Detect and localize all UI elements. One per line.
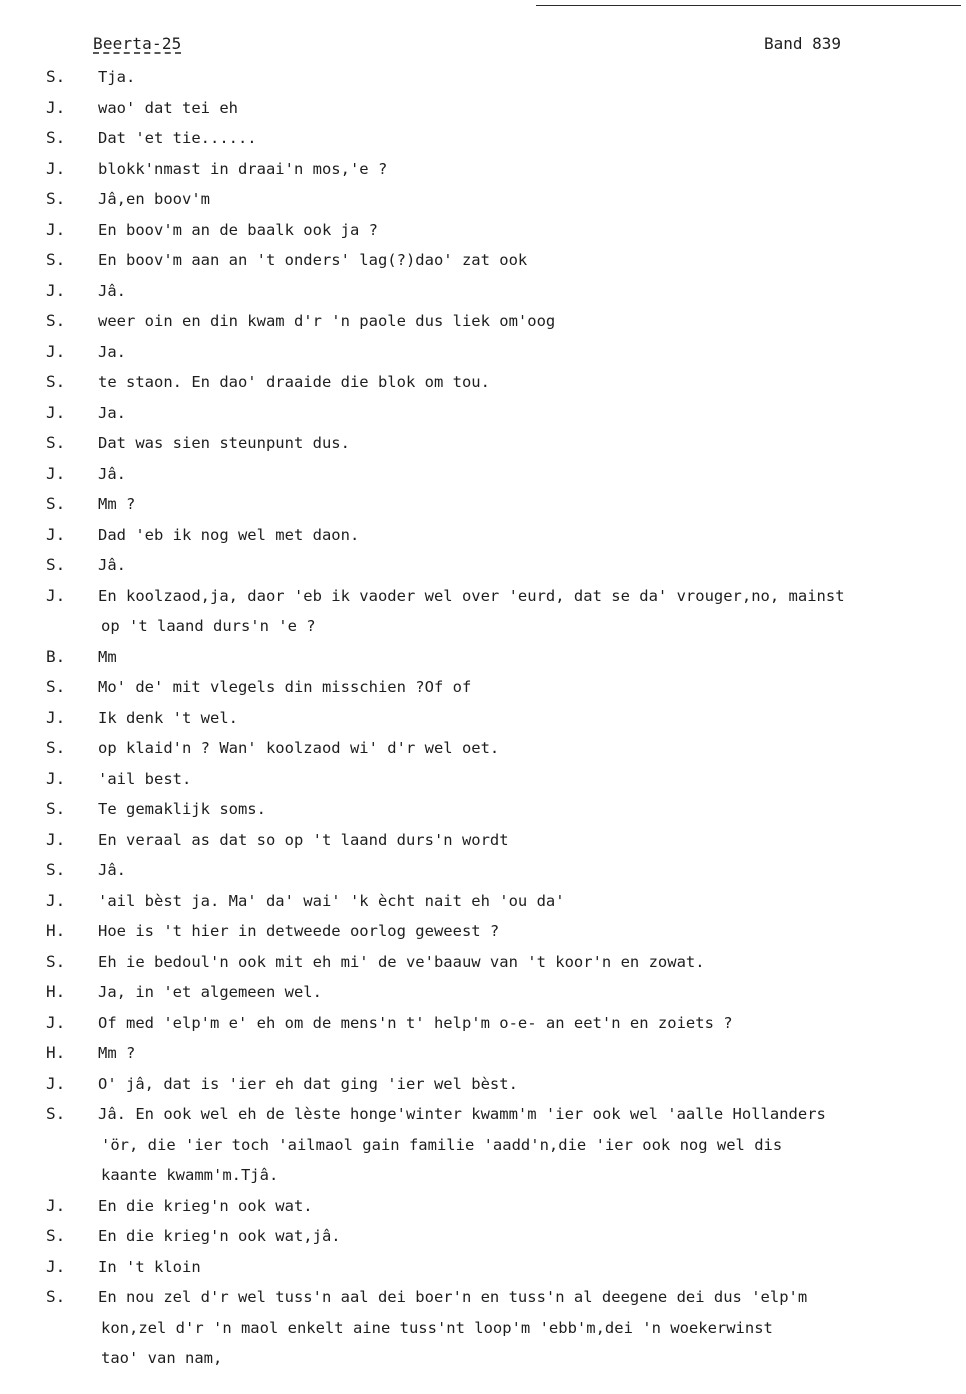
transcript-line bbox=[0, 247, 966, 278]
utterance-text: 'ör, die 'ier toch 'ailmaol gain familie 'aadd'n,die 'ier ook nog wel dis bbox=[101, 1135, 783, 1154]
utterance-text: op klaid'n ? Wan' koolzaod wi' d'r wel oet. bbox=[98, 739, 500, 757]
transcript-line bbox=[0, 1193, 966, 1224]
transcript-line bbox=[0, 1101, 966, 1132]
transcript-line bbox=[0, 1223, 966, 1254]
utterance-text: O' jâ, dat is 'ier eh dat ging 'ier wel bèst. bbox=[98, 1074, 518, 1093]
utterance-text: Mm ? bbox=[98, 1044, 136, 1062]
utterance-text: Mo' de' mit vlegels din misschien ?Of of bbox=[98, 678, 472, 696]
speaker-label: S. bbox=[46, 189, 66, 208]
transcript-line bbox=[0, 369, 966, 400]
transcript-line bbox=[0, 583, 966, 614]
utterance-text: Mm ? bbox=[98, 495, 136, 513]
utterance-text: Jâ. bbox=[98, 556, 126, 574]
utterance-text: Of med 'elp'm e' eh om de mens'n t' help'm o-e- an eet'n en zoiets ? bbox=[98, 1013, 733, 1032]
transcript-line bbox=[0, 796, 966, 827]
speaker-label: J. bbox=[46, 463, 66, 483]
transcript-line bbox=[0, 1132, 966, 1163]
transcript-line bbox=[0, 949, 966, 980]
speaker-label: H. bbox=[46, 982, 66, 1001]
speaker-label: J. bbox=[46, 1012, 66, 1032]
speaker-label: J. bbox=[46, 768, 66, 788]
speaker-label: S. bbox=[46, 555, 66, 574]
transcript-line bbox=[0, 1315, 966, 1346]
transcript-line bbox=[0, 186, 966, 217]
transcript-line bbox=[0, 613, 966, 644]
transcript-line bbox=[0, 95, 966, 126]
transcript-line bbox=[0, 1162, 966, 1193]
utterance-text: wao' dat tei eh bbox=[98, 98, 238, 117]
transcript-line bbox=[0, 1071, 966, 1102]
transcript-line bbox=[0, 705, 966, 736]
transcript-line bbox=[0, 125, 966, 156]
speaker-label: S. bbox=[46, 67, 66, 86]
utterance-text: Jâ. bbox=[98, 464, 126, 483]
speaker-label: S. bbox=[46, 677, 66, 696]
utterance-text: Tja. bbox=[98, 68, 136, 86]
speaker-label: J. bbox=[46, 707, 66, 727]
speaker-label: J. bbox=[46, 280, 66, 300]
utterance-text: Te gemaklijk soms. bbox=[98, 800, 266, 818]
transcript-line bbox=[0, 522, 966, 553]
speaker-label: S. bbox=[46, 494, 66, 513]
utterance-text: En die krieg'n ook wat,jâ. bbox=[98, 1227, 341, 1245]
speaker-label: J. bbox=[46, 585, 66, 605]
speaker-label: S. bbox=[46, 799, 66, 818]
transcript-line bbox=[0, 308, 966, 339]
transcript-line bbox=[0, 888, 966, 919]
transcript-line bbox=[0, 1345, 966, 1376]
speaker-label: S. bbox=[46, 128, 66, 147]
transcript-line bbox=[0, 217, 966, 248]
transcript-body bbox=[0, 64, 966, 1376]
utterance-text: kaante kwamm'm.Tjâ. bbox=[101, 1166, 279, 1184]
speaker-label: J. bbox=[46, 829, 66, 849]
utterance-text: Ja. bbox=[98, 342, 126, 361]
document-code: Beerta-25 bbox=[93, 34, 182, 53]
tape-number: Band 839 bbox=[764, 34, 842, 53]
utterance-text: op 't laand durs'n 'e ? bbox=[101, 617, 316, 635]
utterance-text: Dat was sien steunpunt dus. bbox=[98, 434, 350, 452]
utterance-text: En die krieg'n ook wat. bbox=[98, 1196, 313, 1215]
utterance-text: En boov'm an de baalk ook ja ? bbox=[98, 220, 378, 239]
utterance-text: Dad 'eb ik nog wel met daon. bbox=[98, 525, 360, 544]
utterance-text: weer oin en din kwam d'r 'n paole dus liek om'oog bbox=[98, 312, 556, 330]
utterance-text: Ja. bbox=[98, 403, 126, 422]
utterance-text: En nou zel d'r wel tuss'n aal dei boer'n en tuss'n al deegene dei dus 'elp'm bbox=[98, 1288, 808, 1306]
speaker-label: J. bbox=[46, 158, 66, 178]
speaker-label: H. bbox=[46, 1043, 66, 1062]
speaker-label: J. bbox=[46, 890, 66, 910]
transcript-line bbox=[0, 278, 966, 309]
transcript-line bbox=[0, 918, 966, 949]
transcript-line bbox=[0, 857, 966, 888]
transcript-line bbox=[0, 979, 966, 1010]
utterance-text: In 't kloin bbox=[98, 1257, 201, 1276]
speaker-label: B. bbox=[46, 646, 66, 666]
transcript-line bbox=[0, 156, 966, 187]
transcript-line bbox=[0, 674, 966, 705]
utterance-text: Hoe is 't hier in detweede oorlog geweest ? bbox=[98, 922, 500, 940]
utterance-text: Mm bbox=[98, 647, 117, 666]
transcript-line bbox=[0, 430, 966, 461]
utterance-text: En koolzaod,ja, daor 'eb ik vaoder wel over 'eurd, dat se da' vrouger,no, mainst bbox=[98, 586, 845, 605]
speaker-label: S. bbox=[46, 433, 66, 452]
utterance-text: Jâ. bbox=[98, 281, 126, 300]
speaker-label: J. bbox=[46, 1256, 66, 1276]
speaker-label: J. bbox=[46, 219, 66, 239]
speaker-label: S. bbox=[46, 1287, 66, 1306]
transcript-line bbox=[0, 766, 966, 797]
speaker-label: S. bbox=[46, 860, 66, 879]
transcript-line bbox=[0, 1040, 966, 1071]
utterance-text: En boov'm aan an 't onders' lag(?)dao' zat ook bbox=[98, 251, 528, 269]
transcript-line bbox=[0, 735, 966, 766]
transcript-line bbox=[0, 644, 966, 675]
utterance-text: 'ail bèst ja. Ma' da' wai' 'k ècht nait eh 'ou da' bbox=[98, 891, 565, 910]
utterance-text: tao' van nam, bbox=[101, 1349, 223, 1367]
speaker-label: S. bbox=[46, 250, 66, 269]
speaker-label: J. bbox=[46, 524, 66, 544]
speaker-label: H. bbox=[46, 921, 66, 940]
transcript-line bbox=[0, 400, 966, 431]
utterance-text: Dat 'et tie...... bbox=[98, 129, 257, 147]
speaker-label: J. bbox=[46, 1073, 66, 1093]
transcript-line bbox=[0, 552, 966, 583]
top-rule bbox=[536, 5, 961, 6]
speaker-label: S. bbox=[46, 1104, 66, 1123]
utterance-text: Ja, in 'et algemeen wel. bbox=[98, 983, 322, 1001]
speaker-label: J. bbox=[46, 341, 66, 361]
transcript-line bbox=[0, 339, 966, 370]
utterance-text: Jâ,en boov'm bbox=[98, 190, 210, 208]
utterance-text: te staon. En dao' draaide die blok om tou. bbox=[98, 373, 490, 391]
utterance-text: Eh ie bedoul'n ook mit eh mi' de ve'baauw van 't koor'n en zowat. bbox=[98, 952, 705, 971]
utterance-text: blokk'nmast in draai'n mos,'e ? bbox=[98, 159, 388, 178]
utterance-text: 'ail best. bbox=[98, 769, 192, 788]
speaker-label: J. bbox=[46, 97, 66, 117]
speaker-label: S. bbox=[46, 738, 66, 757]
utterance-text: kon,zel d'r 'n maol enkelt aine tuss'nt loop'm 'ebb'm,dei 'n woekerwinst bbox=[101, 1318, 773, 1337]
utterance-text: Jâ. En ook wel eh de lèste honge'winter kwamm'm 'ier ook wel 'aalle Hollanders bbox=[98, 1105, 826, 1123]
utterance-text: En veraal as dat so op 't laand durs'n wordt bbox=[98, 830, 509, 849]
transcript-line bbox=[0, 827, 966, 858]
transcript-line bbox=[0, 1254, 966, 1285]
transcript-line bbox=[0, 491, 966, 522]
speaker-label: S. bbox=[46, 1226, 66, 1245]
speaker-label: J. bbox=[46, 402, 66, 422]
transcript-line bbox=[0, 1010, 966, 1041]
transcript-line bbox=[0, 1284, 966, 1315]
speaker-label: S. bbox=[46, 311, 66, 330]
speaker-label: S. bbox=[46, 372, 66, 391]
speaker-label: S. bbox=[46, 951, 66, 971]
transcript-line bbox=[0, 64, 966, 95]
transcript-line bbox=[0, 461, 966, 492]
speaker-label: J. bbox=[46, 1195, 66, 1215]
utterance-text: Jâ. bbox=[98, 861, 126, 879]
utterance-text: Ik denk 't wel. bbox=[98, 708, 238, 727]
